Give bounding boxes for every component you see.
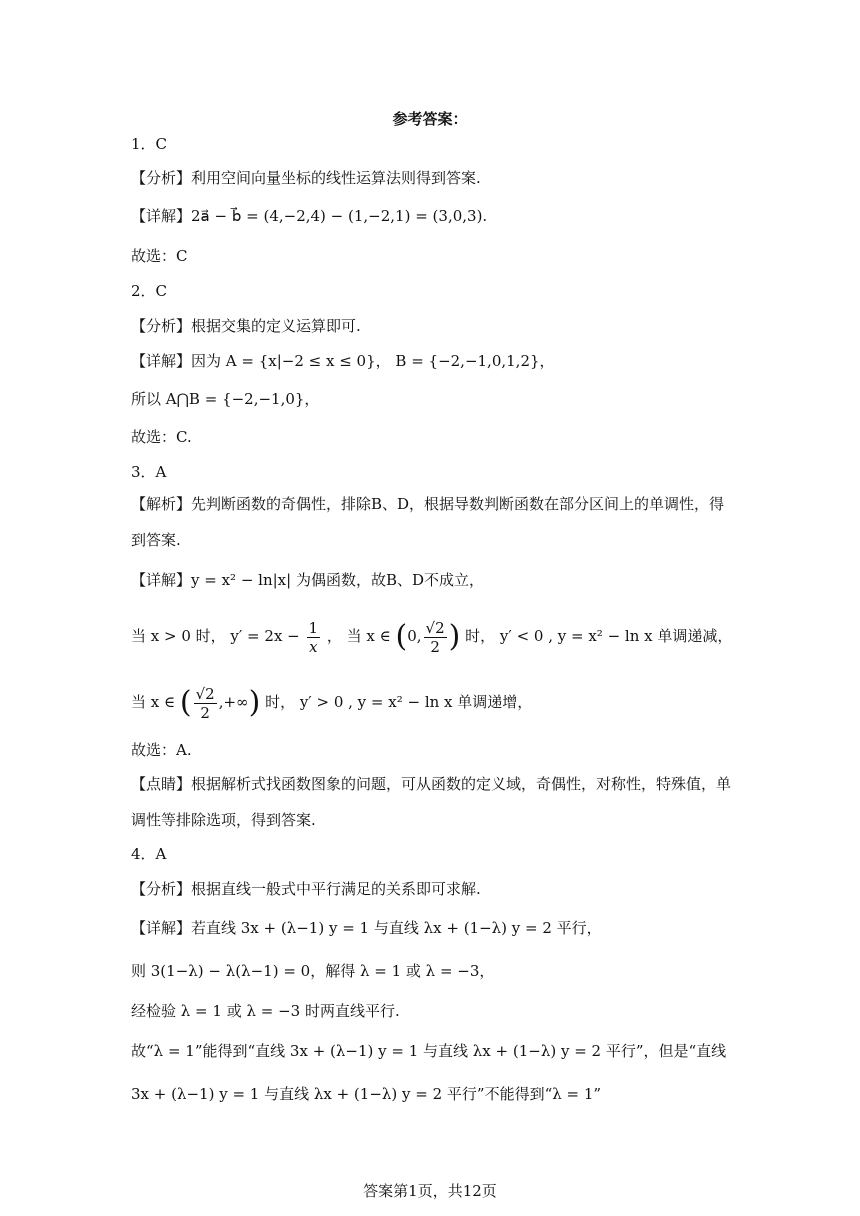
fraction-denominator: x [309, 637, 318, 656]
one-over-x-fraction [307, 619, 321, 656]
page-title: 参考答案： [392, 110, 468, 128]
interval-start: 0, [407, 627, 422, 645]
q4-detail-2: 则 3(1−λ) − λ(λ−1) = 0，解得 λ = 1 或 λ = −3， [131, 962, 495, 980]
fraction-numerator: 1 [308, 618, 319, 637]
right-paren-icon: ) [248, 685, 261, 720]
q3-analysis: 【解析】先判断函数的奇偶性，排除B、D，根据导数判断函数在部分区间上的单调性，得到答案. [131, 495, 725, 549]
q1-analysis: 【分析】利用空间向量坐标的线性运算法则得到答案. [131, 169, 481, 187]
q4-detail-4: 故“λ = 1”能得到“直线 3x + (λ−1) y = 1 与直线 λx + (1−λ) y = 2 平行”，但是“直线 [131, 1042, 727, 1060]
q1-detail: 【详解】2a⃗ − b⃗ = (4,−2,4) − (1,−2,1) = (3,0,3). [131, 207, 488, 225]
q2-answer: 故选：C. [131, 428, 192, 446]
interval-end: ,+∞ [218, 693, 249, 711]
q3-detail-2 [131, 612, 732, 660]
q4-number: 4．A [131, 845, 167, 863]
q4-detail-3: 经检验 λ = 1 或 λ = −3 时两直线平行. [131, 1002, 400, 1020]
left-paren-icon: ( [395, 619, 408, 654]
q3-detail-2-text-a: 当 x > 0 时， y′ = 2x − [131, 627, 300, 645]
q3-detail: 【详解】y = x² − ln|x| 为偶函数，故B、D不成立， [131, 571, 484, 589]
q3-answer: 故选：A. [131, 741, 192, 759]
right-paren-icon: ) [448, 619, 461, 654]
q1-answer: 故选：C [131, 247, 188, 265]
q3-detail-3-text-c: 时， y′ > 0 , y = x² − ln x 单调递增， [265, 693, 533, 711]
q3-detail-3 [131, 678, 532, 726]
q1-number: 1．C [131, 135, 168, 153]
q3-detail-3-text-a: 当 x ∈ [131, 693, 176, 711]
q2-number: 2．C [131, 282, 168, 300]
q3-detail-2-text-b: ， 当 x ∈ [326, 627, 391, 645]
q2-detail: 【详解】因为 A = {x|−2 ≤ x ≤ 0}， B = {−2,−1,0,1,2}， [131, 352, 555, 370]
sqrt2-over-2-fraction [424, 619, 447, 656]
q2-detail-2: 所以 A⋂B = {−2,−1,0}， [131, 390, 320, 408]
q3-number: 3．A [131, 463, 167, 481]
q2-analysis: 【分析】根据交集的定义运算即可. [131, 317, 361, 335]
page-footer: 答案第1页，共12页 [363, 1182, 497, 1200]
fraction-denominator: 2 [430, 637, 440, 656]
q3-detail-2-text-d: 时， y′ < 0 , y = x² − ln x 单调递减， [465, 627, 733, 645]
q4-detail-5: 3x + (λ−1) y = 1 与直线 λx + (1−λ) y = 2 平行”不能得到“λ = 1” [131, 1085, 602, 1103]
q4-analysis: 【分析】根据直线一般式中平行满足的关系即可求解. [131, 880, 481, 898]
q3-remark: 【点睛】根据解析式找函数图象的问题，可从函数的定义域，奇偶性，对称性，特殊值，单调性等排除选项，得到答案. [131, 775, 732, 829]
fraction-numerator: √2 [195, 684, 215, 703]
left-paren-icon: ( [179, 685, 192, 720]
fraction-denominator: 2 [200, 703, 210, 722]
q4-detail: 【详解】若直线 3x + (λ−1) y = 1 与直线 λx + (1−λ) y = 2 平行， [131, 919, 602, 937]
sqrt2-over-2-fraction [194, 685, 217, 722]
fraction-numerator: √2 [425, 618, 445, 637]
